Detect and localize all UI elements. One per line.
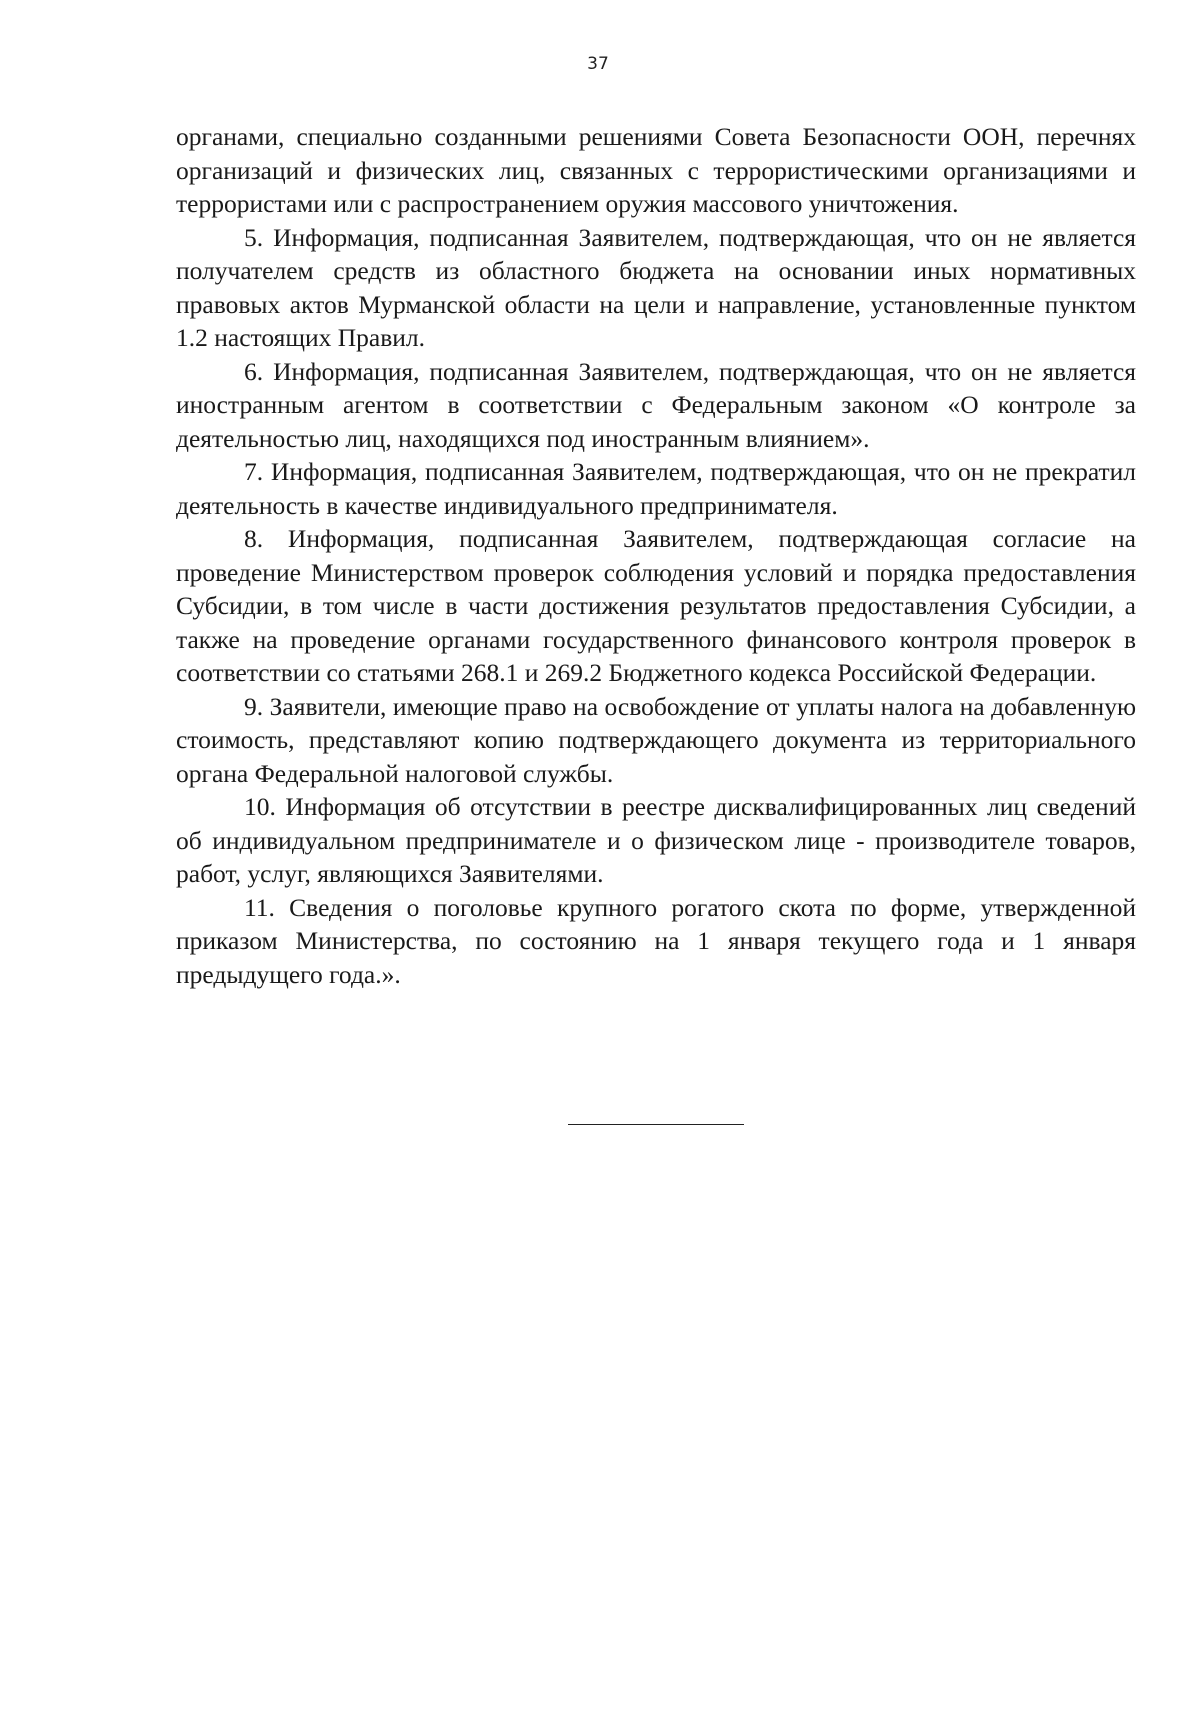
- paragraph-item-6: 6. Информация, подписанная Заявителем, подтверждающая, что он не является иностранным агентом в соответствии с Федеральным законом «О контроле за деятельностью лиц, находящихся под иностранным влиянием».: [176, 356, 1136, 453]
- paragraph-item-9: 9. Заявители, имеющие право на освобождение от уплаты налога на добавленную стоимость, представляют копию подтверждающего документа из территориального органа Федеральной налоговой службы.: [176, 691, 1136, 788]
- paragraph-item-5: 5. Информация, подписанная Заявителем, подтверждающая, что он не является получателем средств из областного бюджета на основании иных нормативных правовых актов Мурманской области на цели и направление, установленные пунктом 1.2 настоящих Правил.: [176, 222, 1136, 352]
- paragraph-item-7: 7. Информация, подписанная Заявителем, подтверждающая, что он не прекратил деятельность в качестве индивидуального предпринимателя.: [176, 457, 1136, 520]
- end-of-document-rule: [568, 1124, 744, 1125]
- page-number: 37: [587, 54, 609, 74]
- paragraph-continuation: органами, специально созданными решениями Совета Безопасности ООН, перечнях организаций и физических лиц, связанных с террористическими организациями и террористами или с распространением оружия массового уничтожения.: [176, 122, 1136, 218]
- document-body: [176, 120, 1136, 991]
- paragraph-item-11: 11. Сведения о поголовье крупного рогатого скота по форме, утвержденной приказом Министерства, по состоянию на 1 января текущего года и 1 января предыдущего года.».: [176, 892, 1136, 989]
- paragraph-item-10: 10. Информация об отсутствии в реестре дисквалифицированных лиц сведений об индивидуальном предпринимателе и о физическом лице - производителе товаров, работ, услуг, являющихся Заявителями.: [176, 792, 1136, 888]
- paragraph-item-8: 8. Информация, подписанная Заявителем, подтверждающая согласие на проведение Министерством проверок соблюдения условий и порядка предоставления Субсидии, в том числе в части достижения результатов предоставления Субсидии, а также на проведение органами государственного финансового контроля проверок в соответствии со статьями 268.1 и 269.2 Бюджетного кодекса Российской Федерации.: [176, 524, 1136, 687]
